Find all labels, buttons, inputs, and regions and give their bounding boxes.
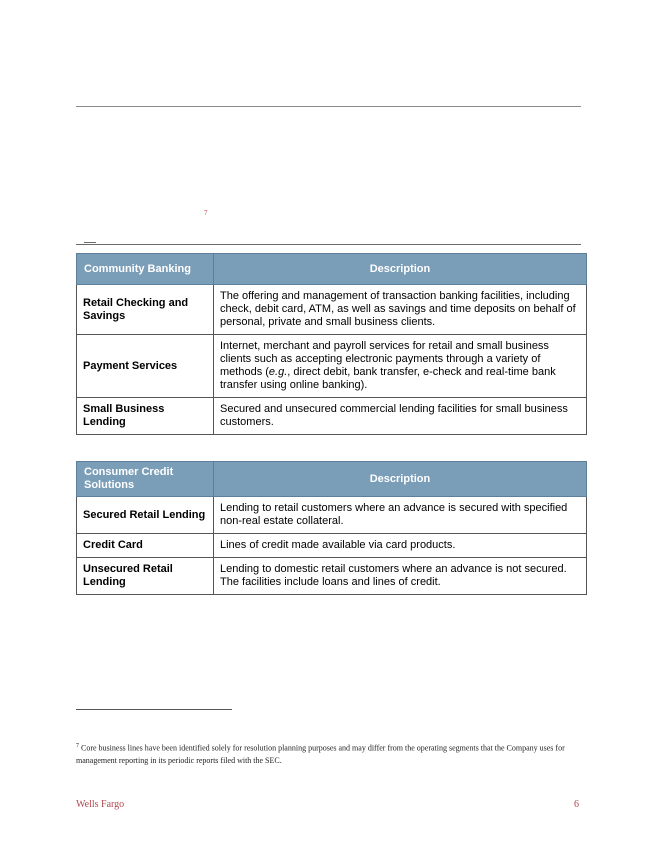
business-line-name: Payment Services — [77, 335, 214, 398]
column-header-segment: Consumer Credit Solutions — [77, 462, 214, 497]
description-text: , direct debit, bank transfer, e-check and real-time bank transfer using online banking). — [220, 366, 556, 391]
description-emphasis: e.g. — [268, 366, 288, 378]
business-line-description — [214, 335, 587, 398]
column-header-description: Description — [214, 462, 587, 497]
consumer-credit-table — [76, 461, 587, 595]
table-row — [77, 285, 587, 335]
footer-page-number: 6 — [574, 799, 579, 810]
business-line-name: Small Business Lending — [77, 398, 214, 435]
business-line-name: Unsecured Retail Lending — [77, 558, 214, 595]
footnote — [76, 740, 566, 767]
business-line-description: Secured and unsecured commercial lending facilities for small business customers. — [214, 398, 587, 435]
table-row — [77, 497, 587, 534]
column-header-segment: Community Banking — [77, 254, 214, 285]
section-rule-tick — [84, 242, 96, 243]
table-row — [77, 398, 587, 435]
business-line-description: The offering and management of transaction banking facilities, including check, debit card, ATM, as well as savings and time deposits on behalf of personal, private and small business clients. — [214, 285, 587, 335]
business-line-name: Retail Checking and Savings — [77, 285, 214, 335]
community-banking-table — [76, 253, 587, 435]
section-rule — [76, 244, 581, 245]
description-text: Internet, merchant and payroll services for retail and small business clients such as accepting electronic payments through a variety of methods ( — [220, 340, 549, 378]
footnote-reference: 7 — [204, 209, 208, 217]
table-row — [77, 558, 587, 595]
table-header-row — [77, 254, 587, 285]
business-line-description: Lines of credit made available via card products. — [214, 534, 587, 558]
section-rule-line — [76, 244, 581, 245]
business-line-name: Secured Retail Lending — [77, 497, 214, 534]
column-header-description: Description — [214, 254, 587, 285]
table-row — [77, 534, 587, 558]
business-line-name: Credit Card — [77, 534, 214, 558]
business-line-description: Lending to retail customers where an advance is secured with specified non-real estate collateral. — [214, 497, 587, 534]
table-header-row — [77, 462, 587, 497]
footnote-number: 7 — [76, 743, 79, 749]
table-row — [77, 335, 587, 398]
footnote-rule — [76, 709, 232, 710]
footer-company: Wells Fargo — [76, 799, 125, 810]
footnote-text: Core business lines have been identified solely for resolution planning purposes and may differ from the operating segments that the Company uses for management reporting in its periodic reports filed with the SEC. — [76, 743, 565, 765]
business-line-description: Lending to domestic retail customers where an advance is not secured. The facilities include loans and lines of credit. — [214, 558, 587, 595]
header-rule — [76, 106, 581, 107]
